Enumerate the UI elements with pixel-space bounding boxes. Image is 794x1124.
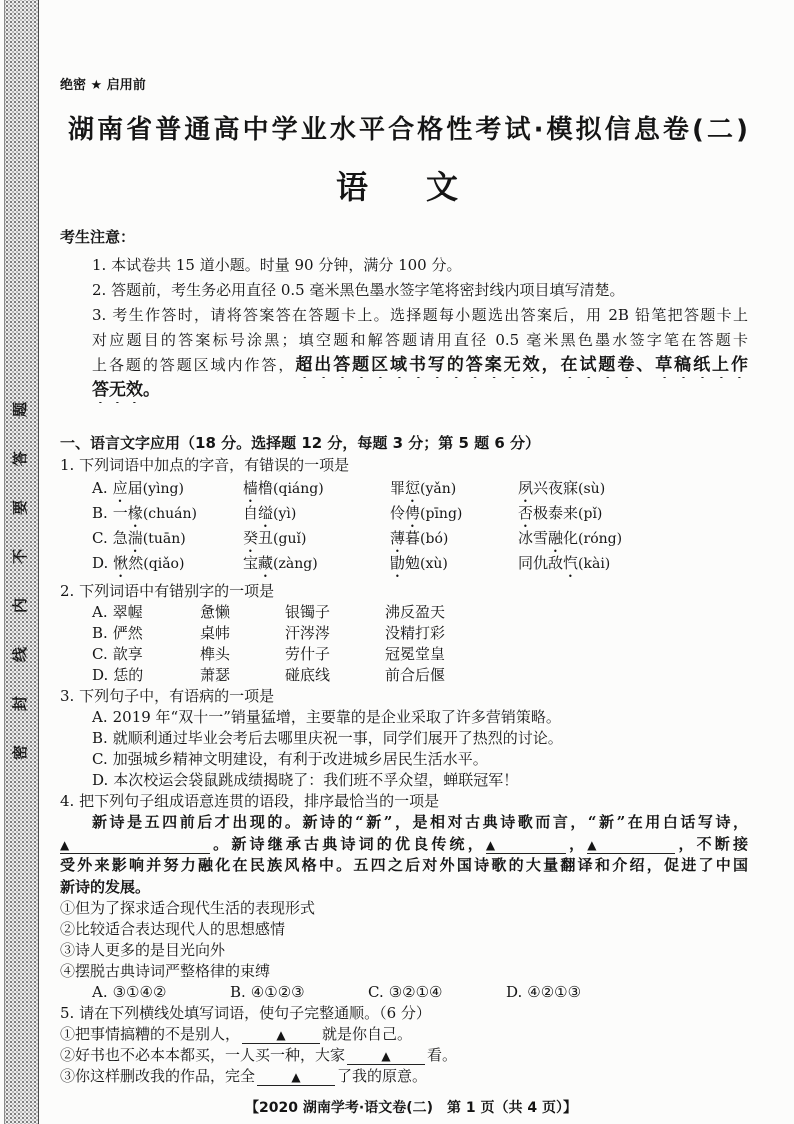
dotted-char: 樯 bbox=[243, 479, 259, 497]
triangle-marker-icon: ▲ bbox=[276, 1028, 286, 1042]
word-prefix: 伶 bbox=[390, 504, 406, 522]
passage-text: ，不断接 bbox=[675, 834, 748, 853]
option-text: 加强城乡精神文明建设，有利于改进城乡居民生活水平。 bbox=[112, 750, 488, 768]
page-footer: 【2020 湖南学考·语文卷(二) 第 1 页（共 4 页）】 bbox=[245, 1100, 577, 1116]
option-text: 就顺利通过毕业会考后去哪里庆祝一事，同学们展开了热烈的讨论。 bbox=[112, 729, 563, 747]
dotted-char: 否 bbox=[518, 504, 534, 522]
option-label: A. bbox=[92, 983, 108, 1001]
passage-blank-3 bbox=[587, 838, 675, 854]
q2-option-c bbox=[92, 644, 748, 665]
question-5-stem: 5. 请在下列横线处填写词语，使句子完整通顺。（6 分） bbox=[60, 1004, 431, 1022]
passage-line-3: 受外来影响并努力融化在民族风格中。五四之后对外国诗歌的大量翻译和介绍，促进了中国 bbox=[60, 856, 748, 874]
notice-emphasis-text: 超出答题区域书写的答案无效，在试题卷、草稿纸上作 bbox=[295, 355, 748, 375]
q2-option-d bbox=[92, 665, 748, 686]
notice-item-2: 2. 答题前，考生务必用直径 0.5 毫米黑色墨水签字笔将密封线内项目填写清楚。 bbox=[92, 281, 625, 299]
dotted-char: 薄 bbox=[390, 529, 406, 547]
option-label: A. bbox=[92, 479, 108, 497]
word-suffix: 极泰来 bbox=[533, 504, 579, 522]
q4-option-b bbox=[230, 982, 368, 1003]
item-text: 了我的原意。 bbox=[337, 1067, 428, 1085]
notice-item-1: 1. 本试卷共 15 道小题。时量 90 分钟，满分 100 分。 bbox=[92, 256, 462, 274]
option-label: D. bbox=[92, 771, 109, 789]
dotted-char: 应 bbox=[112, 479, 128, 497]
section-heading: 一、语言文字应用（18 分。选择题 12 分，每题 3 分；第 5 题 6 分） bbox=[60, 434, 541, 452]
q3-option-d bbox=[92, 770, 748, 791]
item-text: ③你这样删改我的作品，完全 bbox=[60, 1067, 256, 1085]
sentence-4: ④摆脱古典诗词严整格律的束缚 bbox=[60, 962, 271, 980]
option-label: B. bbox=[92, 504, 108, 522]
item-text: ②好书也不必本本都买，一人买一种，大家 bbox=[60, 1046, 346, 1064]
option-label: B. bbox=[92, 624, 108, 642]
dotted-char: 勖 bbox=[390, 554, 406, 572]
q3-option-a bbox=[92, 707, 748, 728]
word-prefix: 罪 bbox=[390, 479, 406, 497]
passage-line-1: 新诗是五四前后才出现的。新诗的“新”，是相对古典诗歌而言，“新”在用白话写诗， bbox=[92, 813, 748, 831]
q5-item-2 bbox=[60, 1045, 748, 1066]
q1-d-item-2 bbox=[243, 551, 390, 581]
q4-option-a bbox=[92, 982, 230, 1003]
question-2 bbox=[60, 580, 748, 686]
q2-a-word-4: 沸反盈天 bbox=[385, 603, 446, 621]
q2-b-word-2: 桌帏 bbox=[200, 624, 231, 642]
option-value: ④①②③ bbox=[250, 983, 305, 1001]
passage-blank-1 bbox=[60, 838, 210, 854]
word-suffix: 橹 bbox=[258, 479, 274, 497]
notice-item-3-line-3 bbox=[92, 353, 748, 378]
subject-title: 语文 bbox=[335, 168, 516, 206]
word-suffix: 届 bbox=[127, 479, 143, 497]
q2-b-word-1 bbox=[92, 623, 200, 644]
q2-option-a bbox=[92, 602, 748, 623]
confidential-mark: 绝密 ★ 启用前 bbox=[60, 78, 146, 93]
dotted-char: 愀 bbox=[113, 554, 129, 572]
q5-item-3 bbox=[60, 1066, 748, 1087]
q1-option-d bbox=[92, 551, 748, 576]
pinyin: (kài) bbox=[578, 556, 611, 572]
notice-item-3-text: 上各题的答题区域内作答， bbox=[92, 356, 296, 374]
pinyin: (róng) bbox=[578, 531, 623, 547]
word-suffix: 化 bbox=[563, 529, 579, 547]
option-label: A. bbox=[92, 603, 108, 621]
question-2-options bbox=[92, 602, 748, 686]
pinyin: (yǎn) bbox=[420, 481, 457, 497]
dotted-char: 缢 bbox=[258, 504, 274, 522]
q2-b-word-4: 没精打彩 bbox=[385, 624, 446, 642]
word: 俨然 bbox=[112, 624, 143, 642]
word: 恁的 bbox=[113, 666, 144, 684]
dotted-char: 融 bbox=[548, 529, 564, 547]
passage-blank-2 bbox=[486, 838, 566, 854]
word: 歆享 bbox=[112, 645, 143, 663]
question-1 bbox=[60, 454, 748, 576]
dotted-char: 藏 bbox=[258, 554, 274, 572]
notice-item-3-line-4 bbox=[92, 378, 748, 403]
question-4-stem: 4. 把下列句子组成语意连贯的语段，排序最恰当的一项是 bbox=[60, 792, 440, 810]
word-prefix: 宝 bbox=[243, 554, 259, 572]
option-value: ③①④② bbox=[112, 983, 167, 1001]
triangle-marker-icon: ▲ bbox=[60, 837, 70, 852]
q1-d-item-1 bbox=[92, 551, 243, 581]
dotted-char: 俜 bbox=[405, 504, 421, 522]
question-2-stem: 2. 下列词语中有错别字的一项是 bbox=[60, 582, 275, 600]
triangle-marker-icon: ▲ bbox=[381, 1049, 391, 1063]
option-label: A. bbox=[92, 708, 108, 726]
question-1-options bbox=[92, 476, 748, 576]
dotted-char: 癸 bbox=[243, 529, 259, 547]
notice-list bbox=[92, 253, 748, 403]
q3-option-b bbox=[92, 728, 748, 749]
question-4-options bbox=[92, 982, 748, 1003]
sentence-3: ③诗人更多的是目光向外 bbox=[60, 941, 226, 959]
exam-title: 湖南省普通高中学业水平合格性考试·模拟信息卷(二) bbox=[68, 115, 748, 145]
pinyin: (sù) bbox=[578, 481, 606, 497]
word-suffix: 丑 bbox=[258, 529, 274, 547]
option-label: B. bbox=[230, 983, 246, 1001]
q2-c-word-4: 冠冕堂皇 bbox=[385, 645, 446, 663]
dotted-char: 椽 bbox=[127, 504, 143, 522]
word-prefix: 一 bbox=[112, 504, 128, 522]
option-label: C. bbox=[368, 983, 384, 1001]
notice-emphasis-text-end: 答无效。 bbox=[92, 380, 160, 400]
q2-d-word-1 bbox=[92, 665, 200, 686]
word: 翠幄 bbox=[112, 603, 143, 621]
word-prefix: 急 bbox=[112, 529, 128, 547]
dotted-char: 愆 bbox=[405, 479, 421, 497]
pinyin: (yìng) bbox=[142, 481, 184, 497]
q2-b-word-3: 汗涔涔 bbox=[285, 624, 331, 642]
q2-a-word-1 bbox=[92, 602, 200, 623]
word-prefix: 同仇敌 bbox=[518, 554, 564, 572]
question-4-sentences bbox=[60, 898, 748, 982]
pinyin: (zàng) bbox=[273, 556, 318, 572]
question-5 bbox=[60, 1003, 748, 1087]
triangle-marker-icon: ▲ bbox=[291, 1070, 301, 1084]
passage-line-2 bbox=[60, 834, 748, 856]
q2-c-word-1 bbox=[92, 644, 200, 665]
q2-d-word-3: 碰底线 bbox=[285, 666, 331, 684]
word-suffix: 暮 bbox=[405, 529, 421, 547]
pinyin: (pīng) bbox=[420, 506, 463, 522]
q4-option-c bbox=[368, 982, 506, 1003]
item-text: ①把事情搞糟的不是别人， bbox=[60, 1025, 241, 1043]
question-4-passage bbox=[60, 812, 748, 898]
option-label: C. bbox=[92, 529, 108, 547]
option-value: ④②①③ bbox=[527, 983, 582, 1001]
word-suffix: 兴夜寐 bbox=[533, 479, 579, 497]
dotted-char: 夙 bbox=[518, 479, 534, 497]
q1-option-a bbox=[92, 476, 748, 501]
q2-c-word-2: 榫头 bbox=[200, 645, 231, 663]
question-3 bbox=[60, 686, 748, 791]
option-label: C. bbox=[92, 750, 108, 768]
pinyin: (qiáng) bbox=[273, 481, 324, 497]
pinyin: (xù) bbox=[420, 556, 448, 572]
notice-item-3-line-1: 3. 考生作答时，请将答案答在答题卡上。选择题每小题选出答案后，用 2B 铅笔把答题卡上 bbox=[92, 306, 748, 324]
q1-option-b bbox=[92, 501, 748, 526]
pinyin: (qiǎo) bbox=[143, 556, 185, 572]
q2-a-word-3: 银镯子 bbox=[285, 603, 331, 621]
question-3-stem: 3. 下列句子中，有语病的一项是 bbox=[60, 687, 275, 705]
fill-blank bbox=[242, 1028, 320, 1044]
q4-option-d bbox=[506, 982, 748, 1003]
item-text: 看。 bbox=[427, 1046, 458, 1064]
option-text: 2019 年“双十一”销量猛增，主要靠的是企业采取了许多营销策略。 bbox=[112, 708, 561, 726]
q4-option-row bbox=[92, 982, 748, 1003]
sentence-2: ②比较适合表达现代人的思想感情 bbox=[60, 920, 286, 938]
q3-option-c bbox=[92, 749, 748, 770]
question-3-options bbox=[92, 707, 748, 791]
passage-line-4: 新诗的发展。 bbox=[60, 877, 151, 896]
word-prefix: 冰雪 bbox=[518, 529, 549, 547]
fill-blank bbox=[257, 1070, 335, 1086]
option-text: 本次校运会袋鼠跳成绩揭晓了：我们班不孚众望，蝉联冠军！ bbox=[113, 771, 519, 789]
pinyin: (guǐ) bbox=[273, 531, 307, 547]
q2-c-word-3: 劳什子 bbox=[285, 645, 331, 663]
passage-text: ， bbox=[565, 834, 588, 853]
notice-item-3-line-2: 对应题目的答案标号涂黑；填空题和解答题请用直径 0.5 毫米黑色墨水签字笔在答题卡 bbox=[92, 331, 748, 349]
passage-text: 。新诗继承古典诗词的优良传统， bbox=[210, 834, 486, 853]
dotted-char: 湍 bbox=[127, 529, 143, 547]
question-4 bbox=[60, 791, 748, 1003]
option-label: C. bbox=[92, 645, 108, 663]
dotted-char: 忾 bbox=[563, 554, 579, 572]
fill-blank bbox=[347, 1049, 425, 1065]
option-label: D. bbox=[92, 666, 109, 684]
q1-d-item-4 bbox=[518, 551, 748, 581]
q2-d-word-2: 萧瑟 bbox=[200, 666, 231, 684]
pinyin: (chuán) bbox=[142, 506, 197, 522]
triangle-marker-icon: ▲ bbox=[587, 837, 597, 852]
q1-d-item-3 bbox=[390, 551, 518, 581]
q2-option-b bbox=[92, 623, 748, 644]
q2-a-word-2: 惫懒 bbox=[200, 603, 231, 621]
pinyin: (pǐ) bbox=[578, 506, 603, 522]
sentence-1: ①但为了探求适合现代生活的表现形式 bbox=[60, 899, 316, 917]
notice-heading: 考生注意： bbox=[60, 228, 136, 246]
option-label: B. bbox=[92, 729, 108, 747]
word-prefix: 自 bbox=[243, 504, 259, 522]
triangle-marker-icon: ▲ bbox=[485, 837, 496, 852]
q2-d-word-4: 前合后偃 bbox=[385, 666, 446, 684]
word-suffix: 勉 bbox=[405, 554, 421, 572]
option-label: D. bbox=[506, 983, 523, 1001]
pinyin: (yì) bbox=[273, 506, 297, 522]
option-label: D. bbox=[92, 554, 109, 572]
item-text: 就是你自己。 bbox=[322, 1025, 413, 1043]
pinyin: (tuān) bbox=[142, 531, 186, 547]
seal-line-text: 密封线内不要答题 bbox=[11, 367, 29, 760]
option-value: ③②①④ bbox=[388, 983, 443, 1001]
pinyin: (bó) bbox=[420, 531, 449, 547]
question-1-stem: 1. 下列词语中加点的字音，有错误的一项是 bbox=[60, 456, 350, 474]
word-suffix: 然 bbox=[128, 554, 144, 572]
q1-option-c bbox=[92, 526, 748, 551]
q5-item-1 bbox=[60, 1024, 748, 1045]
